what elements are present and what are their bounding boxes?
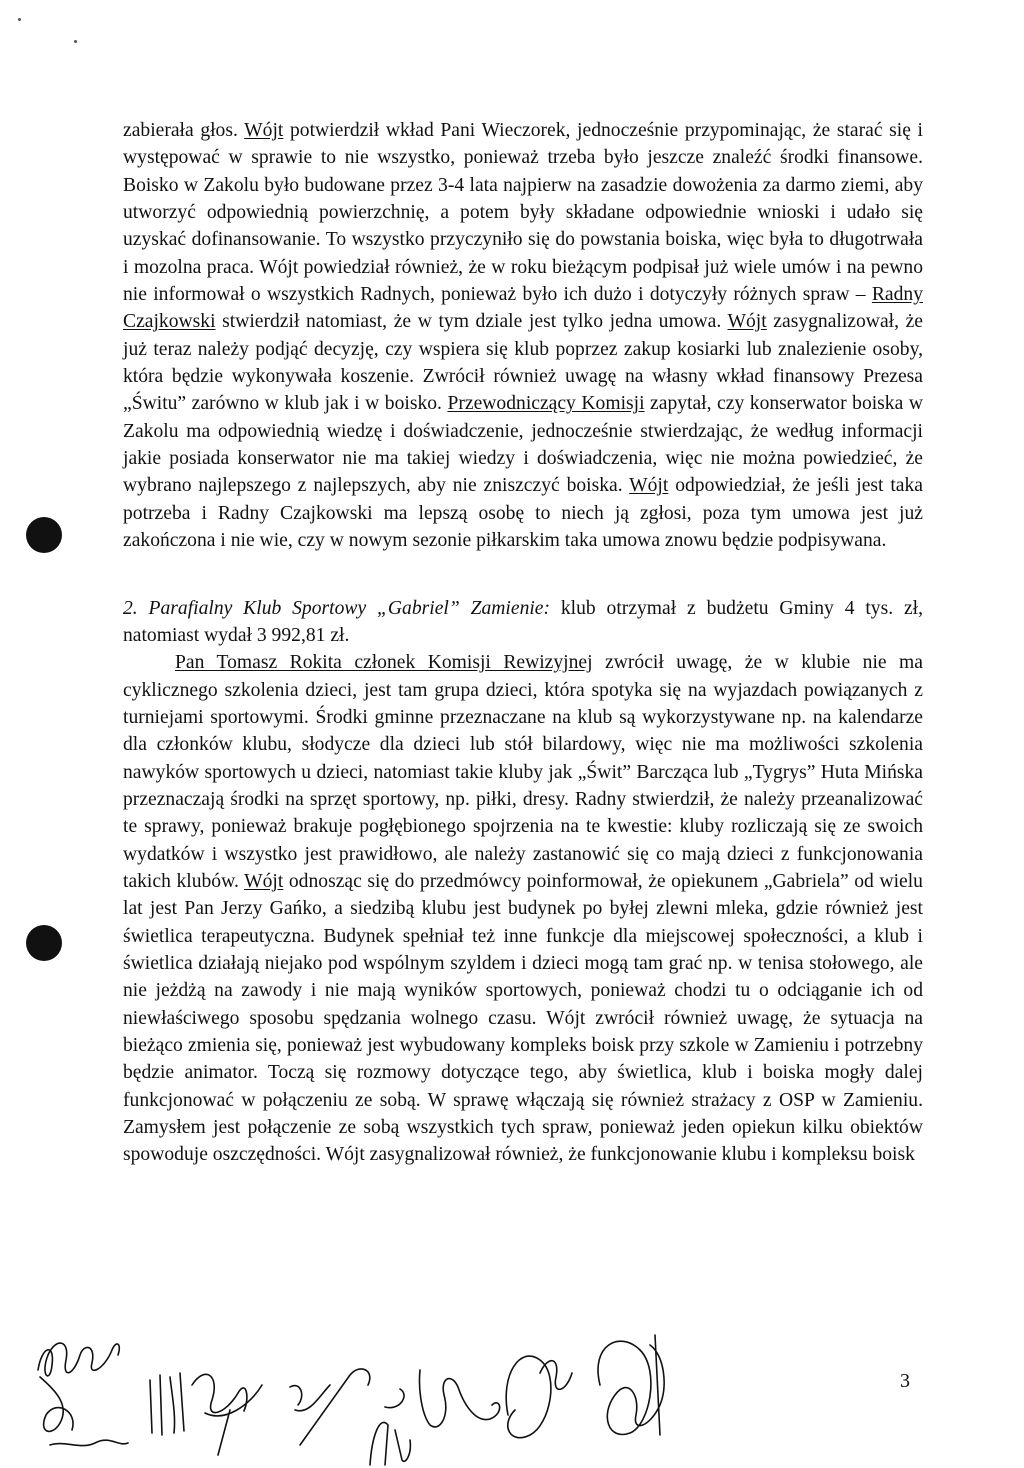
scan-speck xyxy=(74,40,77,43)
page-number: 3 xyxy=(900,1370,910,1392)
text-segment: zasygnalizował, że już teraz należy podjąć decyzję, czy wspiera się klub poprzez zakup kosiarki lub znalezienie osoby, która będzie wykonywała koszenie. Zwrócił również uwagę na własny wkład finansowy Prezesa „Świtu” zarówno w klub jak i w boisko. xyxy=(123,311,923,415)
binder-hole-dot xyxy=(26,517,62,553)
text-segment: odnosząc się do przedmówcy poinformował, że opiekunem „Gabriela” od wielu lat jest Pan Jerzy Gańko, a siedzibą klubu jest budynek po byłej zlewni mleka, gdzie również jest świetlica terapeutyczna. Budynek spełniał też inne funkcje dla miejscowej społeczności, a klub i świetlica działają niejako pod wspólnym szyldem i dzieci mogą tam grać np. w tenisa stołowego, ale nie jeżdżą na zawody i nie mają wyników sportowych, ponieważ chodzi tu o odciąganie ich od niewłaściwego sposobu spędzania wolnego czasu. Wójt zwrócił również uwagę, że sytuacja na bieżąco zmienia się, ponieważ jest wybudowany kompleks boisk przy szkole w Zamieniu i potrzebny będzie animator. Toczą się rozmowy dotyczące tego, aby świetlica, klub i boiska mogły dalej funkcjonować w połączeniu ze sobą. W sprawę włączają się również strażacy z OSP w Zamieniu. Zamysłem jest połączenie ze sobą wszystkich tych spraw, ponieważ jeden opiekun kilku obiektów spowoduje oszczędności. Wójt zasygnalizował również, że funkcjonowanie klubu i kompleksu boisk xyxy=(123,870,923,1166)
handwritten-signatures xyxy=(0,1315,1024,1468)
paragraph-2 xyxy=(123,649,923,1169)
text-segment: stwierdził natomiast, że w tym dziale jest tylko jedna umowa. xyxy=(215,311,728,333)
text-segment: zwrócił uwagę, że w klubie nie ma cyklicznego szkolenia dzieci, jest tam grupa dzieci, która spotyka się na wyjazdach powiązanych z turniejami sportowymi. Środki gminne przeznaczane na klub są wykorzystywane np. na kalendarze dla członków klubu, słodycze dla dzieci lub stół bilardowy, więc nie ma możliwości szkolenia nawyków sportowych u dzieci, natomiast takie kluby jak „Świt” Barcząca lub „Tygrys” Huta Mińska przeznaczają środki na sprzęt sportowy, np. piłki, dresy. Radny stwierdził, że należy przeanalizować te sprawy, ponieważ brakuje pogłębionego spojrzenia na te kwestie: kluby rozliczają się ze swoich wydatków i wszystko jest prawidłowo, ale należy zastanowić się co mają dzieci z funkcjonowania takich klubów. xyxy=(123,652,923,892)
text-segment: odpowiedział, że jeśli jest taka potrzeba i Radny Czajkowski ma lepszą osobę to niech ją zgłosi, poza tym umowa jest już zakończona i nie wie, czy w nowym sezonie piłkarskim taka umowa znowu będzie podpisywana. xyxy=(123,475,924,552)
document-body xyxy=(123,117,923,1169)
scan-speck xyxy=(18,18,21,21)
binder-hole-dot xyxy=(26,925,62,961)
underlined-speaker-name: Wójt xyxy=(244,870,284,892)
paragraph-1 xyxy=(123,117,923,555)
underlined-speaker-name: Wójt xyxy=(244,120,284,141)
underlined-speaker-name: Radny Czajkowski xyxy=(123,284,923,333)
text-segment: zapytał, czy konserwator boiska w Zakolu ma odpowiednią wiedzę i doświadczenie, jednocześnie stwierdzając, że według informacji jakie posiada konserwator nie ma takiej wiedzy i doświadczenia, więc nie można powiedzieć, że wybrano najlepszego z najlepszych, aby nie zniszczyć boiska. xyxy=(123,393,923,497)
underlined-speaker-name: Wójt xyxy=(629,475,669,497)
text-segment: potwierdził wkład Pani Wieczorek, jednocześnie przypominając, że starać się i występować w sprawie to nie wszystko, ponieważ trzeba było jeszcze znaleźć środki finansowe. Boisko w Zakolu było budowane przez 3-4 lata najpierw na zasadzie dowożenia za darmo ziemi, aby utworzyć odpowiednią powierzchnię, a potem były składane odpowiednie wnioski i udało się uzyskać dofinansowanie. To wszystko przyczyniło się do powstania boiska, więc była to długotrwała i mozolna praca. Wójt powiedział również, że w roku bieżącym podpisał już wiele umów i na pewno nie informował o wszystkich Radnych, ponieważ było ich dużo i dotyczyły różnych spraw – xyxy=(123,120,923,306)
underlined-speaker-name: Przewodniczący Komisji xyxy=(447,393,645,415)
underlined-speaker-name: Pan Tomasz Rokita członek Komisji Rewizyjnej xyxy=(175,652,593,674)
underlined-speaker-name: Wójt xyxy=(727,311,767,333)
text-segment: klub otrzymał z budżetu Gminy 4 tys. zł, natomiast wydał 3 992,81 zł. xyxy=(123,597,923,646)
section-2-heading xyxy=(123,595,923,650)
italic-heading-text: 2. Parafialny Klub Sportowy „Gabriel” Zamienie: xyxy=(123,597,551,619)
text-segment: zabierała głos. xyxy=(123,120,245,141)
